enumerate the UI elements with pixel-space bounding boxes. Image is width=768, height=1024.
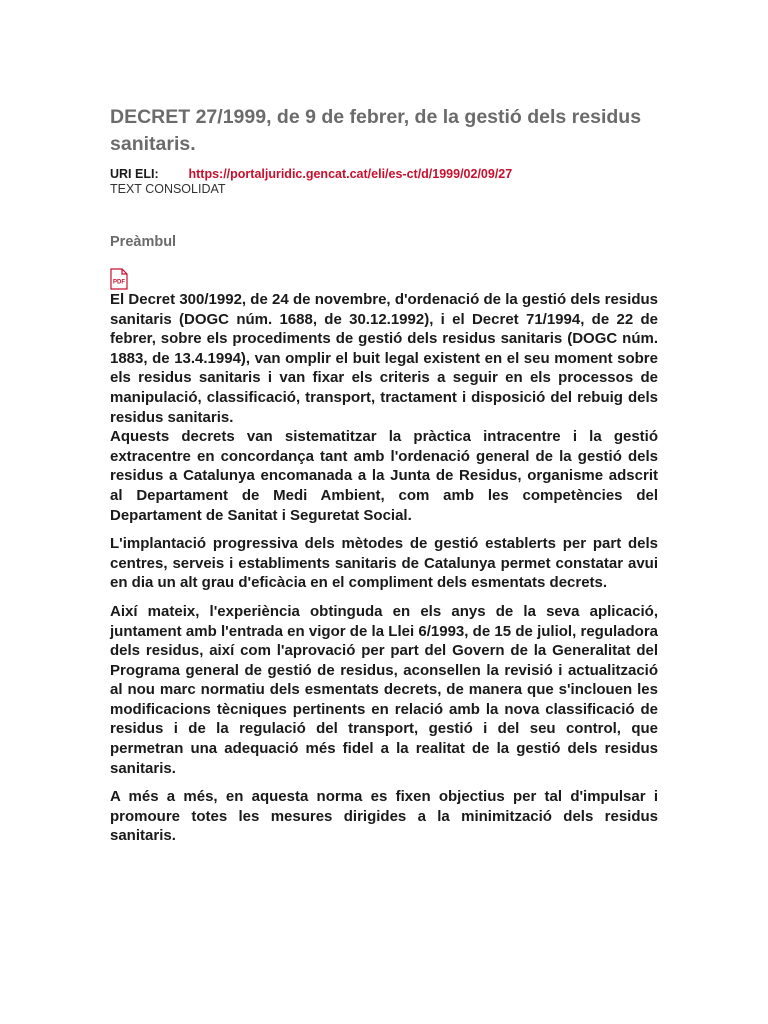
- paragraph: Així mateix, l'experiència obtinguda en els anys de la seva aplicació, juntament amb l'entrada en vigor de la Llei 6/1993, de 15 de juliol, reguladora dels residus, així com l'aprovació per part del Govern de la Generalitat del Programa general de gestió de residus, aconsellen la revisió i actualització al nou marc normatiu dels esmentats decrets, de manera que s'inclouen les modificacions tècniques pertinents en relació amb la nova classificació de residus i de la regulació del transport, gestió i del seu control, que permetran una adequació més fidel a la realitat de la gestió dels residus sanitaris.: [110, 602, 658, 777]
- paragraph: El Decret 300/1992, de 24 de novembre, d'ordenació de la gestió dels residus sanitaris (DOGC núm. 1688, de 30.12.1992), i el Decret 71/1994, de 22 de febrer, sobre els procediments de gestió dels residus sanitaris (DOGC núm. 1883, de 13.4.1994), van omplir el buit legal existent en el seu moment sobre els residus sanitaris i van fixar els criteris a seguir en els processos de manipulació, classificació, transport, tractament i disposició del rebuig dels residus sanitaris.: [110, 291, 658, 426]
- paragraph: L'implantació progressiva dels mètodes de gestió establerts per part dels centres, serveis i establiments sanitaris de Catalunya permet constatar avui en dia un alt grau d'eficàcia en el compliment dels esmentats decrets.: [110, 535, 658, 592]
- pdf-icon-label: PDF: [113, 279, 125, 286]
- pdf-icon[interactable]: [110, 268, 128, 290]
- page-title: DECRET 27/1999, de 9 de febrer, de la gestió dels residus sanitaris.: [110, 106, 642, 155]
- paragraph: A més a més, en aquesta norma es fixen objectius per tal d'impulsar i promoure totes les mesures dirigides a la minimització dels residus sanitaris.: [110, 788, 658, 845]
- uri-link[interactable]: https://portaljuridic.gencat.cat/eli/es-ct/d/1999/02/09/27: [188, 167, 513, 181]
- uri-label: URI ELI:: [110, 167, 159, 181]
- uri-eli-row: [110, 167, 512, 182]
- preamble-body: [110, 290, 658, 846]
- paragraph: Aquests decrets van sistematitzar la pràctica intracentre i la gestió extracentre en concordança tant amb l'ordenació general de la gestió dels residus a Catalunya encomanada a la Junta de Residus, organisme adscrit al Departament de Medi Ambient, com amb les competències del Departament de Sanitat i Seguretat Social.: [110, 428, 658, 524]
- section-title: Preàmbul: [110, 234, 177, 250]
- consolidated-text-label: TEXT CONSOLIDAT: [110, 182, 226, 196]
